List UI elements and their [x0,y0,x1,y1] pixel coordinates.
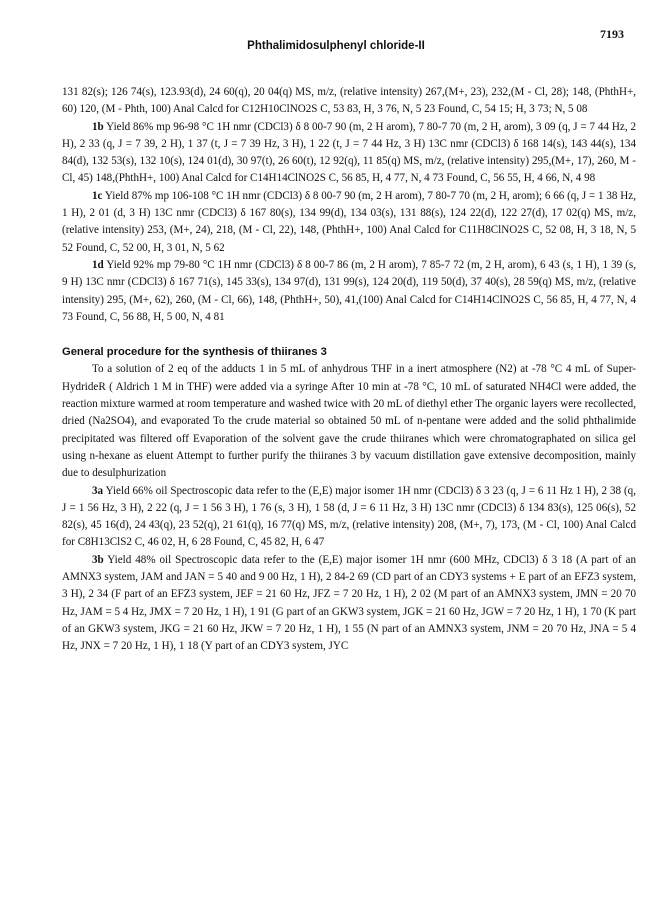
compound-data: Yield 87% mp 106-108 °C 1H nmr (CDCl3) δ 8 00-7 90 (m, 2 H arom), 7 80-7 70 (m, 2 H, arom); 6 66 (q, J = 1 38 Hz, 1 H), 2 01 (d, 3 H) 13C nmr (CDCl3) δ 167 80(s), 134 99(d), 134 03(s), 131 88(s), 124 22(d), 122 27(d), 17 02(q) MS, m/z,(relative intensity) 253, (M+, 24), 218, (M - Cl, 22), 148, (PhthH+, 100) Anal Calcd for C11H8ClNO2S C, 52 08, H, 3 18, N, 5 52 Found, C, 52 00, H, 3 01, N, 5 62 [62,189,636,254]
compound-1b-paragraph [62,119,636,188]
paragraph-continuation: 131 82(s); 126 74(s), 123.93(d), 24 60(q), 20 04(q) MS, m/z, (relative intensity) 267,(M+, 23), 232,(M - Cl, 28); 148, (PhthH+, 60) 120, (M - Phth, 100) Anal Calcd for C12H10ClNO2S C, 53 83, H, 3 76, N, 5 23 Found, C, 54 15; H, 3 73; N, 5 08 [62,86,636,116]
section-heading: General procedure for the synthesis of thiiranes 3 [62,346,327,359]
compound-id: 1c [92,189,103,202]
compound-id: 1d [92,258,104,271]
compound-id: 1b [92,120,104,133]
compound-data: Yield 66% oil Spectroscopic data refer to the (E,E) major isomer 1H nmr (CDCl3) δ 3 23 (q, J = 6 11 Hz 1 H), 2 38 (q, J = 1 56 Hz, 3 H), 2 22 (q, J = 1 56 3 H), 1 76 (s, 3 H), 1 58 (d, J = 6 11 Hz, 3 H) 13C nmr (CDCl3) δ 134 83(s), 125 06(s), 52 82(s), 45 16(d), 24 43(q), 23 52(q), 21 61(q), 16 77(q) MS, m/z, (relative intensity) 208, (M+, 7), 173, (M - Cl, 100) Anal Calcd for C8H13ClS2 C, 46 02, H, 6 28 Found, C, 45 82, H, 6 47 [62,484,636,549]
compound-id: 3b [92,553,104,566]
compound-1d-paragraph [62,257,636,326]
compound-3b-paragraph [62,552,636,656]
compound-3a-paragraph [62,483,636,552]
page-number: 7193 [600,27,624,41]
compound-data: Yield 92% mp 79-80 °C 1H nmr (CDCl3) δ 8 00-7 86 (m, 2 H arom), 7 85-7 72 (m, 2 H, arom), 6 43 (s, 1 H), 1 39 (s, 9 H) 13C nmr (CDCl3) δ 167 71(s), 145 33(s), 134 97(d), 131 99(s), 124 20(d), 119 50(d), 37 40(s), 28 59(q) MS, m/z, (relative intensity) 295, (M+, 62), 260, (M - Cl, 66), 148, (PhthH+, 50), 41,(100) Anal Calcd for C14H14ClNO2S C, 56 85, H, 4 77, N, 4 73 Found, C, 56 88, H, 5 00, N, 4 81 [62,258,636,323]
compound-data: Yield 86% mp 96-98 °C 1H nmr (CDCl3) δ 8 00-7 90 (m, 2 H arom), 7 80-7 70 (m, 2 H, arom), 3 09 (q, J = 7 44 Hz, 2 H), 2 33 (q, J = 7 39, 2 H), 1 37 (t, J = 7 39 Hz, 3 H), 1 22 (t, J = 7 44 Hz, 3 H) 13C nmr (CDCl3) δ 168 14(s), 143 44(s), 134 84(d), 132 53(s), 132 10(s), 124 01(d), 30 97(t), 26 60(t), 12 92(q), 11 85(q) MS, m/z, (relative intensity) 295,(M+, 17), 260, M - Cl, 45) 148,(PhthH+, 100) Anal Calcd for C14H14ClNO2S C, 56 85, H, 4 77, N, 4 73 Found, C, 56 55, H, 4 66, N, 4 98 [62,120,636,185]
compound-1c-paragraph [62,188,636,257]
compound-id: 3a [92,484,104,497]
procedure-paragraph: To a solution of 2 eq of the adducts 1 in 5 mL of anhydrous THF in a inert atmosphere (N2) at -78 °C 4 mL of Super-HydrideR ( Aldrich 1 M in THF) were added via a syringe After 10 min at -78 °C, 10 mL of saturated NH4Cl were added, the reaction mixture warmed at room temperature and washed twice with 20 mL of diethyl ether The organic layers were recollected, dried (Na2SO4), and evaporated To the crude material so obtained 50 mL of n-pentane were added and the solid phthalimide precipitated was filtered off Evaporation of the solvent gave the crude thiiranes which were chromatographated on silica gel using n-hexane as eluent Attempt to further purify the thiiranes 3 by vacuum distillation gave extensive decomposition, mainly due to desulphurization [62,363,636,480]
article-body [62,84,636,656]
running-title: Phthalimidosulphenyl chloride-II [247,40,425,52]
compound-data: Yield 48% oil Spectroscopic data refer to the (E,E) major isomer 1H nmr (600 MHz, CDCl3) δ 3 18 (A part of an AMNX3 system, JAM and JAN = 5 40 and 9 00 Hz, 1 H), 2 84-2 69 (CD part of an CDY3 systems + E part of an EFZ3 system, 3 H), 2 34 (F part of an EFZ3 system, JEF = 21 60 Hz, JFZ = 7 20 Hz, 1 H), 2 02 (M part of an AMNX3 system, JMN = 20 70 Hz, JAM = 5 4 Hz, JMX = 7 20 Hz, 1 H), 1 91 (G part of an GKW3 system, JGK = 21 60 Hz, JGW = 7 20 Hz, 1 H), 1 70 (K part of an GKW3 system, JKG = 21 60 Hz, JKW = 7 20 Hz, 1 H), 1 55 (N part of an AMNX3 system, JNM = 20 70 Hz, JNA = 5 4 Hz, JNX = 7 20 Hz, 1 H), 1 18 (Y part of an CDY3 system, JYC [62,553,636,653]
